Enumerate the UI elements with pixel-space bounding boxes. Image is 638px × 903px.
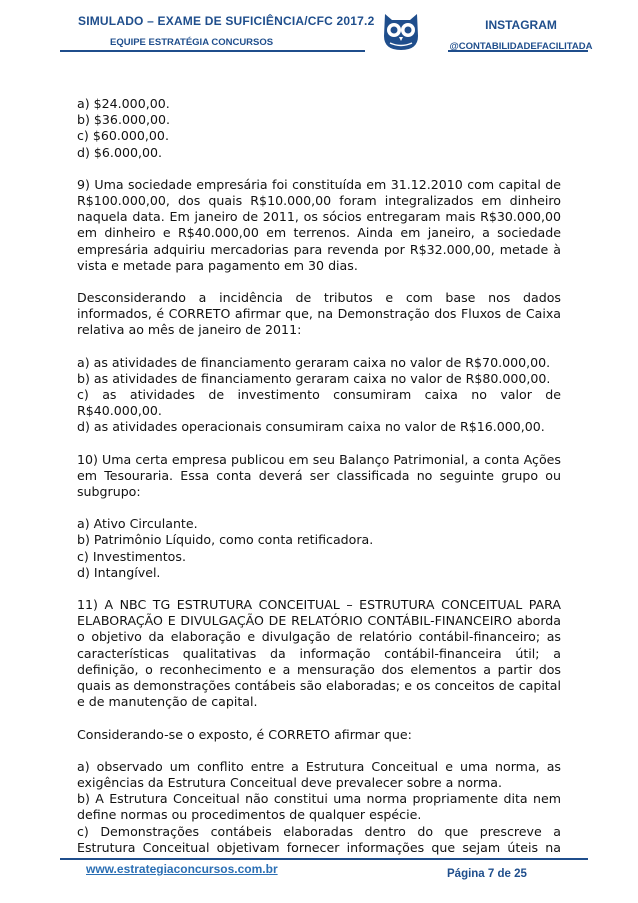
instagram-handle: @CONTABILIDADEFACILITADA (449, 41, 593, 52)
owl-logo-icon (372, 8, 430, 52)
document-title: SIMULADO – EXAME DE SUFICIÊNCIA/CFC 2017.2 (78, 14, 375, 28)
answer-option: c) Investimentos. (77, 548, 186, 564)
question-10-statement: 10) Uma certa empresa publicou em seu Balanço Patrimonial, a conta Ações em Tesouraria. Essa conta deverá ser classificada no seguinte grupo ou subgrupo: (77, 451, 561, 500)
footer-divider (60, 858, 588, 860)
answer-option: c) as atividades de investimento consumiram caixa no valor de R$40.000,00. (77, 387, 561, 419)
header-divider-left (60, 50, 365, 52)
answer-option: d) as atividades operacionais consumiram caixa no valor de R$16.000,00. (77, 419, 545, 435)
header-right (446, 18, 596, 52)
answer-option: b) as atividades de financiamento geraram caixa no valor de R$80.000,00. (77, 370, 551, 386)
answer-option: a) as atividades de financiamento geraram caixa no valor de R$70.000,00. (77, 354, 551, 370)
question-11-prompt: Considerando-se o exposto, é CORRETO afirmar que: (77, 726, 412, 742)
question-9-prompt: Desconsiderando a incidência de tributos e com base nos dados informados, é CORRETO afirmar que, na Demonstração dos Fluxos de Caixa relativa ao mês de janeiro de 2011: (77, 290, 561, 338)
answer-option: b) Patrimônio Líquido, como conta retificadora. (77, 532, 374, 548)
website-link[interactable]: www.estrategiaconcursos.com.br (86, 862, 278, 876)
answer-option: c) $60.000,00. (77, 128, 169, 144)
question-9-statement: 9) Uma sociedade empresária foi constituída em 31.12.2010 com capital de R$100.000,00, dos quais R$10.000,00 foram integralizados em dinheiro naquela data. Em janeiro de 2011, os sócios entregaram mais R$30.000,00 em dinheiro e R$40.000,00 em terrenos. Ainda em janeiro, a sociedade empresária adquiriu mercadorias para revenda por R$32.000,00, metade à vista e metade para pagamento em 30 dias. (77, 176, 561, 273)
header-left (78, 14, 378, 48)
answer-option: d) Intangível. (77, 564, 161, 580)
question-11-statement: 11) A NBC TG ESTRUTURA CONCEITUAL – ESTRUTURA CONCEITUAL PARA ELABORAÇÃO E DIVULGAÇÃO DE RELATÓRIO CONTÁBIL-FINANCEIRO aborda o objetivo da elaboração e divulgação de relatório contábil-financeiro; as características qualitativas da informação contábil-financeira útil; a definição, o reconhecimento e a mensuração dos elementos a partir dos quais as demonstrações contábeis são elaboradas; e os conceitos de capital e de manutenção de capital. (77, 597, 561, 710)
answer-option: a) observado um conflito entre a Estrutura Conceitual e uma norma, as exigências da Estrutura Conceitual deve prevalecer sobre a norma. (77, 758, 561, 790)
answer-option: b) A Estrutura Conceitual não constitui uma norma propriamente dita nem define normas ou procedimentos de qualquer espécie. (77, 791, 561, 823)
answer-option: a) Ativo Circulante. (77, 516, 198, 532)
answer-option: b) $36.000,00. (77, 112, 171, 128)
page-content (77, 96, 561, 856)
instagram-label: INSTAGRAM (485, 18, 557, 32)
answer-option: c) Demonstrações contábeis elaboradas dentro do que prescreve a Estrutura Conceitual objetivam fornecer informações que sejam úteis na (77, 823, 561, 855)
document-subtitle: EQUIPE ESTRATÉGIA CONCURSOS (110, 37, 274, 48)
answer-option: d) $6.000,00. (77, 144, 163, 160)
page-number: Página 7 de 25 (447, 868, 527, 880)
answer-option: a) $24.000,00. (77, 96, 170, 111)
